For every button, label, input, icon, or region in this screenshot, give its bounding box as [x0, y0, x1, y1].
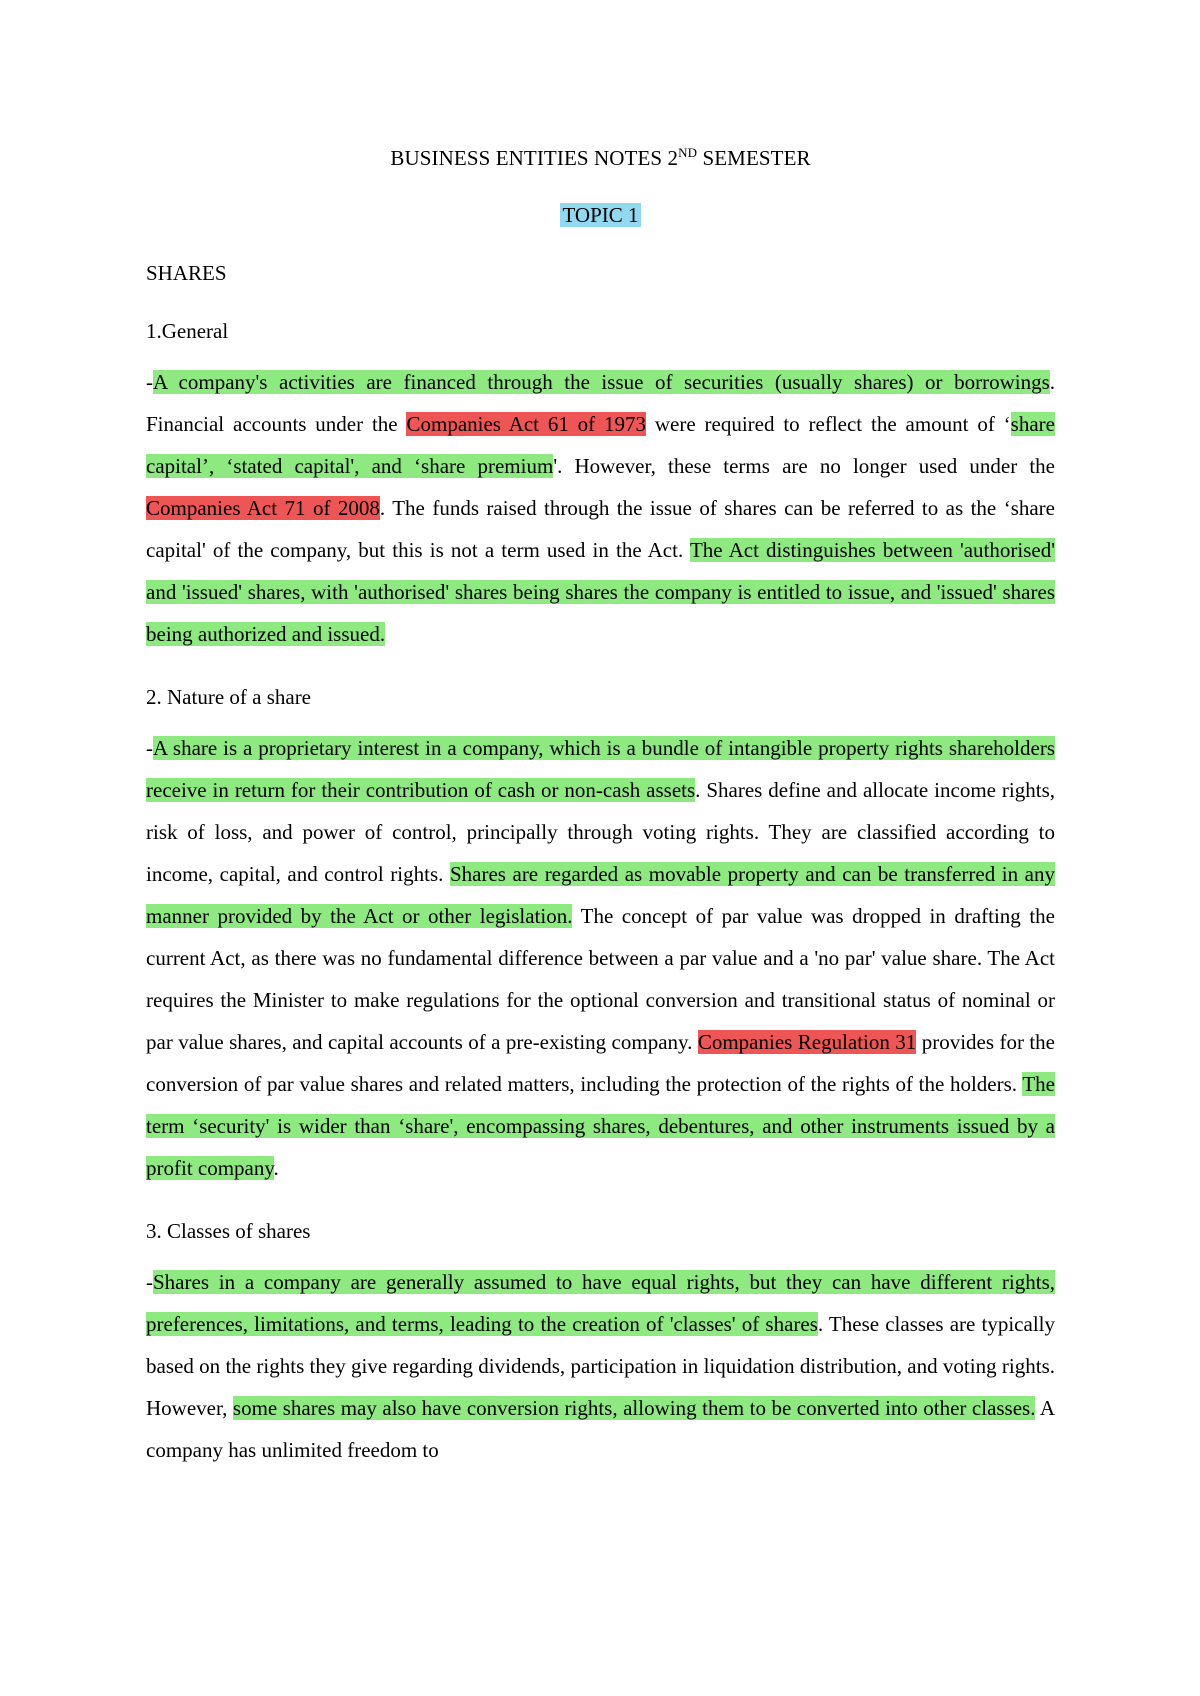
- text-run: .: [273, 1156, 279, 1180]
- text-run: . These classes are typically based on the rights they give regarding dividends, participation in liquidation distribution, and voting rights. However,: [146, 1312, 1055, 1420]
- topic-line: [146, 201, 1055, 229]
- highlight-green: share capital’, ‘stated capital', and ‘share premium: [146, 412, 1055, 478]
- text-run: -: [146, 1270, 153, 1294]
- paragraph-nature-of-share: [146, 727, 1055, 1189]
- highlight-green: Shares are regarded as movable property and can be transferred in any manner provided by the Act or other legislation.: [146, 862, 1055, 928]
- topic-label: TOPIC 1: [562, 203, 639, 227]
- highlight-green: Shares in a company are generally assumed to have equal rights, but they can have different rights, preferences, limitations, and terms, leading to the creation of 'classes' of shares: [146, 1270, 1055, 1336]
- text-run: . Shares define and allocate income rights, risk of loss, and power of control, principally through voting rights. They are classified according to income, capital, and control rights.: [146, 778, 1055, 886]
- highlight-green: The Act distinguishes between 'authorised' and 'issued' shares, with 'authorised' shares being shares the company is entitled to issue, and 'issued' shares being authorized and issued.: [146, 538, 1055, 646]
- title-suffix: SEMESTER: [697, 146, 811, 170]
- text-run: were required to reflect the amount of ‘: [646, 412, 1011, 436]
- subheading-general: 1.General: [146, 319, 229, 343]
- text-run: . Financial accounts under the: [146, 370, 1055, 436]
- highlight-green: A company's activities are financed through the issue of securities (usually shares) or borrowings: [153, 370, 1050, 394]
- highlight-green: some shares may also have conversion rights, allowing them to be converted into other classes.: [232, 1396, 1036, 1420]
- subheading-classes-of-shares: 3. Classes of shares: [146, 1219, 311, 1243]
- text-run: The concept of par value was dropped in drafting the current Act, as there was no fundamental difference between a par value and a 'no par' value share. The Act requires the Minister to make regulations for the optional conversion and transitional status of nominal or par value shares, and capital accounts of a pre-existing company.: [146, 904, 1055, 1054]
- highlight-green: A share is a proprietary interest in a company, which is a bundle of intangible property rights shareholders receive in return for their contribution of cash or non-cash assets: [146, 736, 1055, 802]
- document-title: [146, 0, 1055, 172]
- title-superscript: ND: [678, 145, 698, 160]
- paragraph-classes-of-shares: [146, 1261, 1055, 1471]
- title-prefix: BUSINESS ENTITIES NOTES 2: [390, 146, 679, 170]
- subheading-nature-of-share: 2. Nature of a share: [146, 685, 312, 709]
- text-run: . The funds raised through the issue of shares can be referred to as the ‘share capital' of the company, but this is not a term used in the Act.: [146, 496, 1055, 562]
- text-run: '. However, these terms are no longer used under the: [553, 454, 1055, 478]
- text-run: provides for the conversion of par value shares and related matters, including the protection of the rights of the holders.: [146, 1030, 1055, 1096]
- section-heading-shares: SHARES: [146, 261, 227, 285]
- highlight-red: Companies Act 71 of 2008: [146, 496, 380, 520]
- highlight-red: Companies Act 61 of 1973: [406, 412, 647, 436]
- text-run: -: [146, 736, 153, 760]
- highlight-red: Companies Regulation 31: [697, 1030, 917, 1054]
- highlight-green: The term ‘security' is wider than ‘share', encompassing shares, debentures, and other instruments issued by a profit company: [146, 1072, 1055, 1180]
- text-run: A company has unlimited freedom to: [146, 1396, 1055, 1462]
- paragraph-general: [146, 361, 1055, 655]
- text-run: -: [146, 370, 153, 394]
